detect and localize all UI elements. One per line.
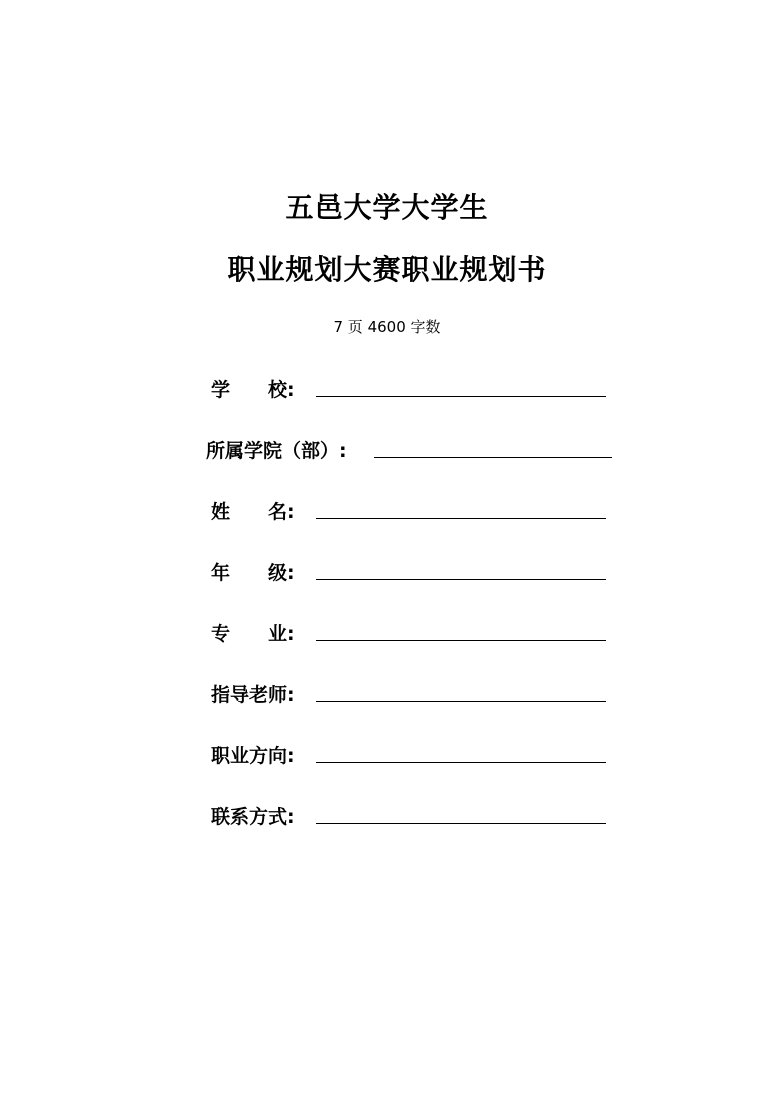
title-university: 五邑大学大学生	[285, 191, 489, 224]
college-blank-line[interactable]	[374, 457, 612, 458]
grade-label	[211, 558, 295, 585]
major-label-char1: 专	[211, 623, 231, 645]
advisor-blank-line[interactable]	[316, 701, 606, 702]
school-label-char2: 校:	[268, 379, 295, 401]
contact-blank-line[interactable]	[316, 823, 606, 824]
name-label-char2: 名:	[268, 501, 295, 523]
school-label	[211, 375, 295, 402]
page-word-count: 7 页 4600 字数	[333, 318, 441, 336]
grade-blank-line[interactable]	[316, 579, 606, 580]
school-blank-line[interactable]	[316, 396, 606, 397]
school-label-char1: 学	[211, 379, 231, 401]
career-direction-label: 职业方向:	[211, 745, 295, 767]
title-competition: 职业规划大赛职业规划书	[227, 253, 547, 286]
name-label-char1: 姓	[211, 501, 231, 523]
major-label-char2: 业:	[268, 623, 295, 645]
major-blank-line[interactable]	[316, 640, 606, 641]
grade-label-char1: 年	[211, 562, 231, 584]
grade-label-char2: 级:	[268, 562, 295, 584]
college-label: 所属学院（部）:	[206, 440, 347, 462]
name-label	[211, 497, 295, 524]
major-label	[211, 619, 295, 646]
name-blank-line[interactable]	[316, 518, 606, 519]
career-direction-blank-line[interactable]	[316, 762, 606, 763]
contact-label: 联系方式:	[211, 806, 295, 828]
advisor-label: 指导老师:	[211, 684, 295, 706]
